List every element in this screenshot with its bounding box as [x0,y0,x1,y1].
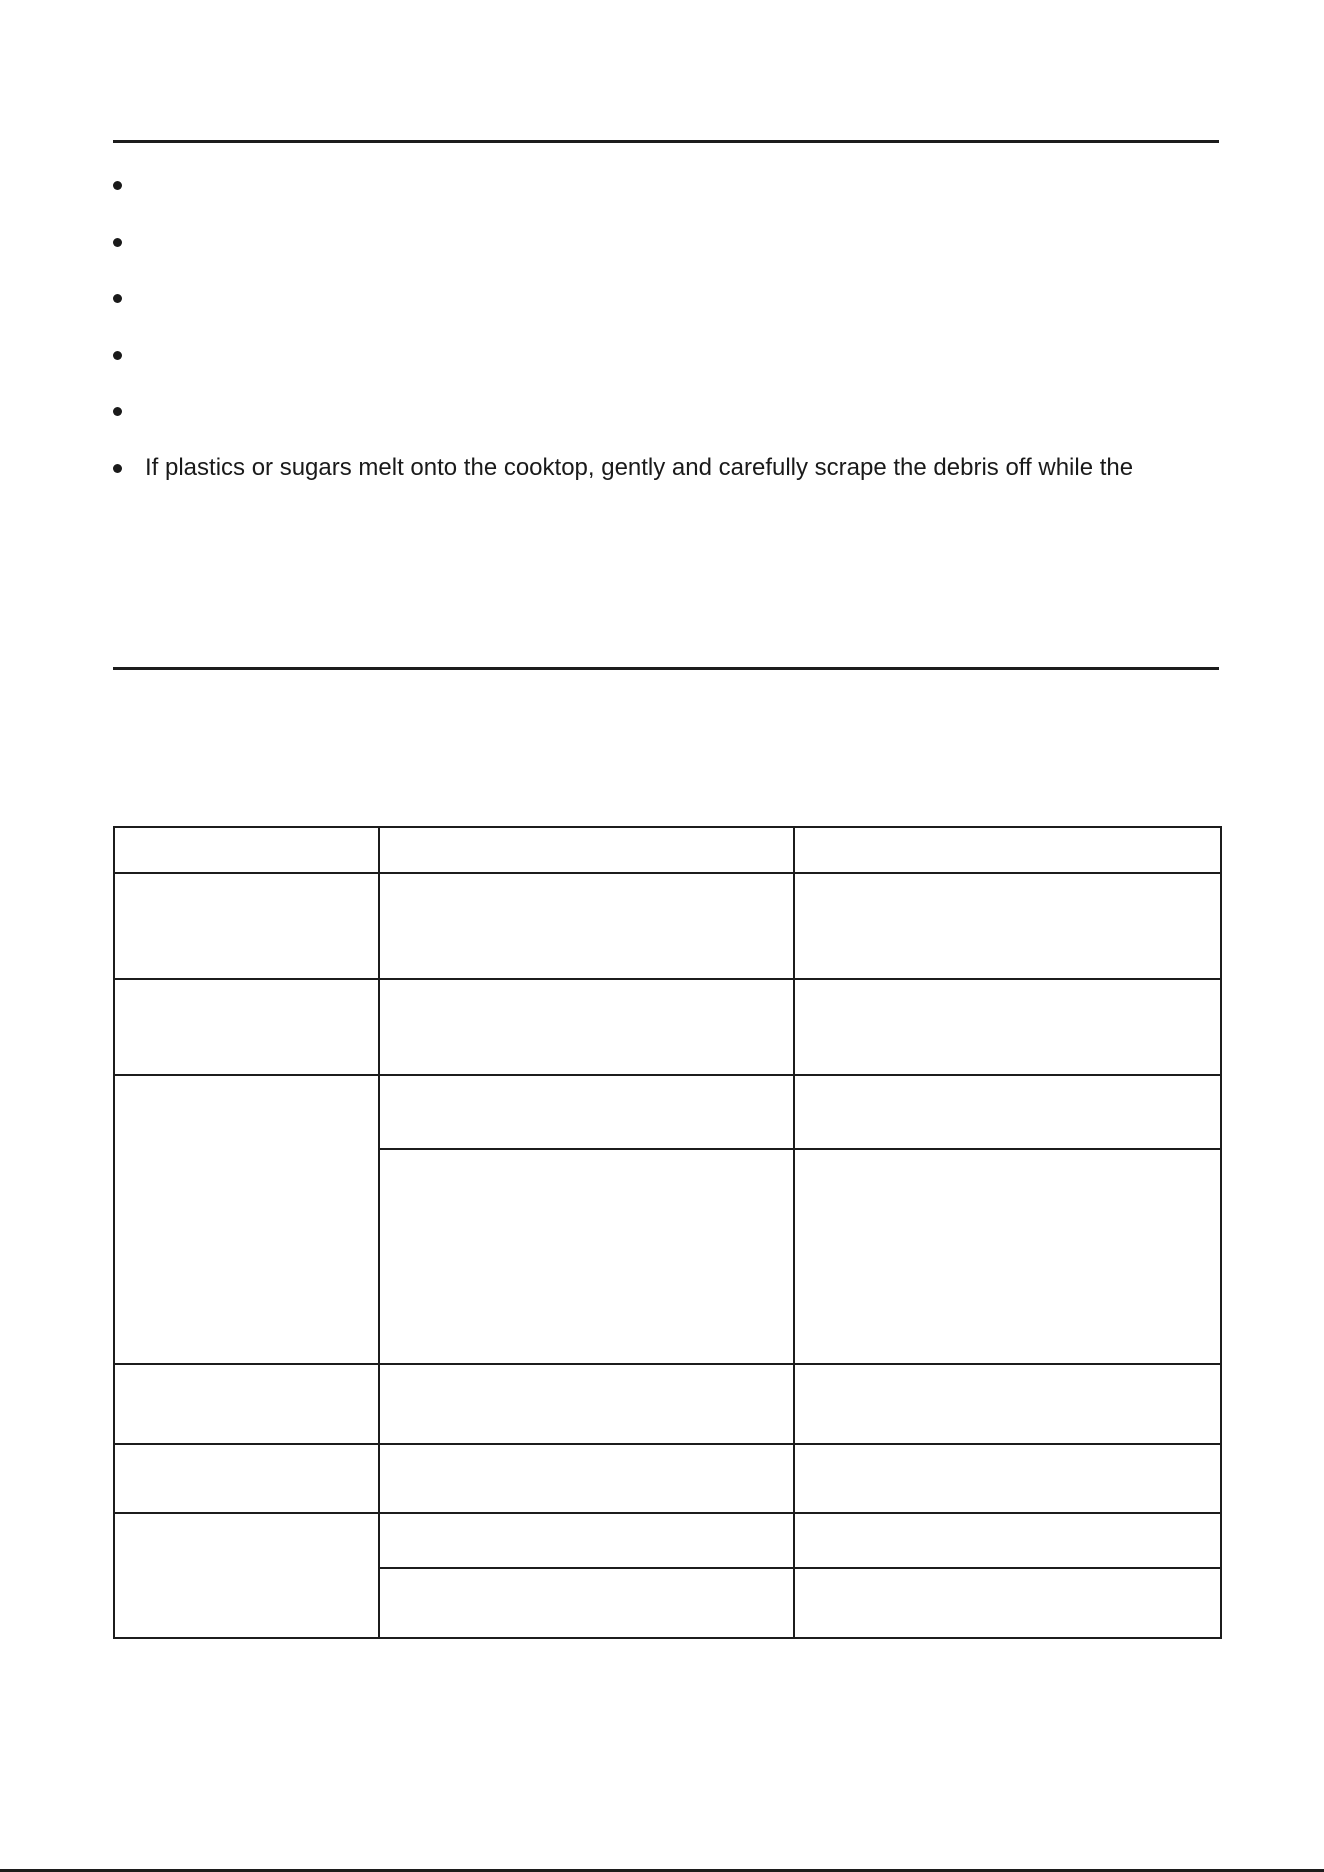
section-divider-middle [113,667,1219,670]
list-item [113,393,1219,450]
cleaning-tips-list [113,167,1219,507]
table-header-cell [794,827,1221,873]
list-item [113,450,1219,507]
table-cell [794,1444,1221,1513]
table-row [114,1364,1221,1444]
list-item [113,280,1219,337]
list-item [113,167,1219,224]
table-cell [114,1075,379,1364]
troubleshooting-table [113,826,1222,1639]
table-row [114,1513,1221,1568]
table-header-cell [379,827,794,873]
table-cell [379,1444,794,1513]
table-row [114,1444,1221,1513]
table-cell [114,873,379,979]
table-cell [794,1568,1221,1638]
table-row [114,979,1221,1075]
bullet-icon [113,294,122,303]
table-cell [794,1149,1221,1364]
list-item [113,224,1219,281]
table-cell [794,873,1221,979]
table-cell [794,1075,1221,1149]
table-cell [379,979,794,1075]
table-cell [794,1513,1221,1568]
table-cell [114,1364,379,1444]
table-cell [379,1513,794,1568]
table-row [114,873,1221,979]
table-cell [114,979,379,1075]
table-cell [114,1444,379,1513]
table-cell [379,1568,794,1638]
table-header-row [114,827,1221,873]
table-cell [379,873,794,979]
bullet-icon [113,351,122,360]
section-divider-top [113,140,1219,143]
list-item [113,337,1219,394]
table-cell [379,1149,794,1364]
table-cell [114,1513,379,1638]
bullet-icon [113,181,122,190]
table-header-cell [114,827,379,873]
list-item-text: If plastics or sugars melt onto the cooktop, gently and carefully scrape the debris off while the [145,453,1134,481]
bullet-icon [113,464,122,473]
table-cell [794,1364,1221,1444]
table-cell [379,1364,794,1444]
bullet-icon [113,407,122,416]
table-row [114,1075,1221,1149]
table-cell [379,1075,794,1149]
table-cell [794,979,1221,1075]
bullet-icon [113,238,122,247]
